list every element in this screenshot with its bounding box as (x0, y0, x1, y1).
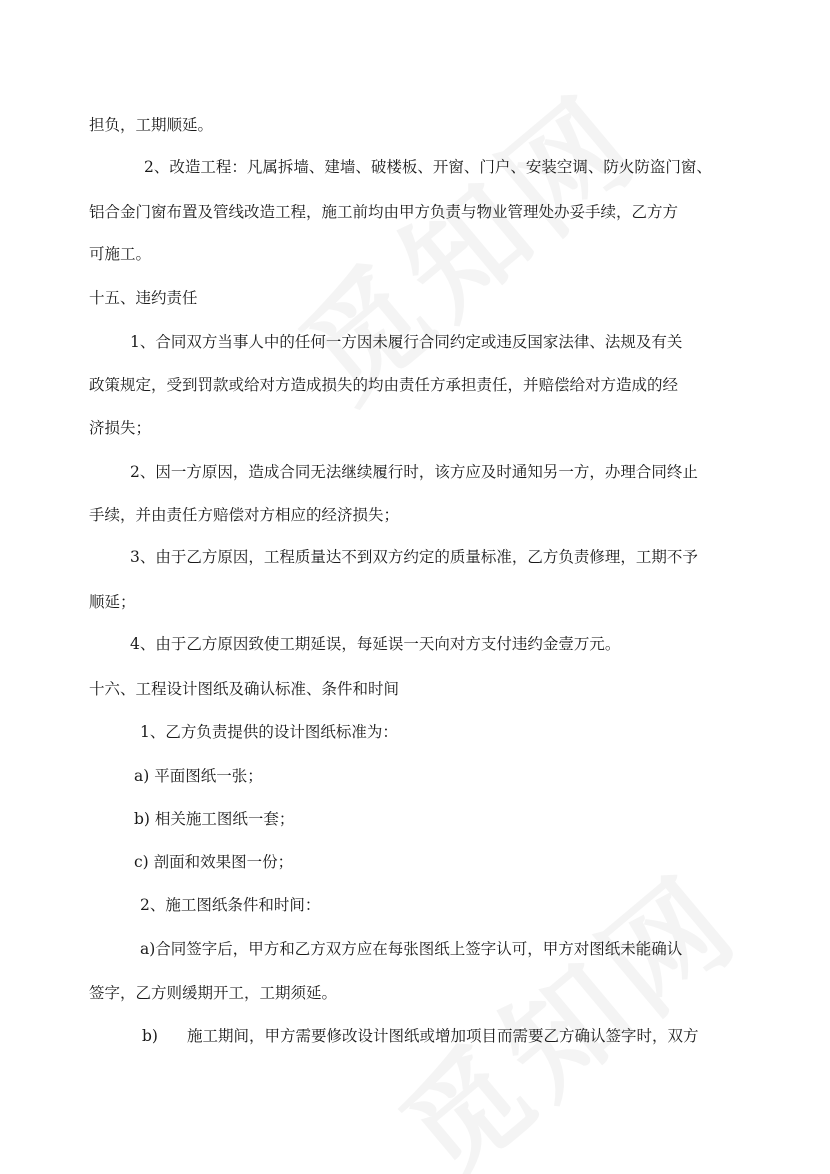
text-line: 3、由于乙方原因，工程质量达不到双方约定的质量标准，乙方负责修理，工期不予 (130, 548, 698, 566)
text-line: 铝合金门窗布置及管线改造工程，施工前均由甲方负责与物业管理处办妥手续，乙方方 (89, 203, 679, 221)
text-line: 手续，并由责任方赔偿对方相应的经济损失； (89, 506, 400, 524)
text-line: 可施工。 (89, 245, 152, 263)
watermark-repeat (360, 829, 769, 1174)
section-heading: 十五、违约责任 (89, 289, 198, 307)
text-line: 济损失； (89, 419, 152, 437)
section-heading: 十六、工程设计图纸及确认标准、条件和时间 (89, 680, 400, 698)
list-item: c) 剖面和效果图一份； (134, 853, 294, 871)
list-item-text: 施工期间，甲方需要修改设计图纸或增加项目而需要乙方确认签字时，双方 (187, 1027, 699, 1045)
text-line: 2、施工图纸条件和时间： (140, 896, 321, 914)
text-line: 2、改造工程：凡属拆墙、建墙、破楼板、开窗、门户、安装空调、防火防盗门窗、 (144, 158, 712, 176)
text-line: 1、合同双方当事人中的任何一方因未履行合同约定或违反国家法律、法规及有关 (130, 333, 683, 351)
text-line: 4、由于乙方原因致使工期延误，每延误一天向对方支付违约金壹万元。 (130, 635, 621, 653)
list-marker: b) (142, 1027, 158, 1045)
list-item: a) 平面图纸一张； (134, 767, 263, 785)
text-line: 担负，工期顺延。 (89, 116, 214, 134)
text-line: 顺延； (89, 593, 136, 611)
text-line: 签字，乙方则缓期开工，工期须延。 (89, 984, 338, 1002)
text-line: 2、因一方原因，造成合同无法继续履行时，该方应及时通知另一方，办理合同终止 (130, 463, 698, 481)
text-line: 1、乙方负责提供的设计图纸标准为： (140, 723, 398, 741)
text-line: 政策规定，受到罚款或给对方造成损失的均由责任方承担责任，并赔偿给对方造成的经 (89, 376, 679, 394)
list-item: a)合同签字后，甲方和乙方双方应在每张图纸上签字认可，甲方对图纸未能确认 (140, 940, 683, 958)
list-item: b) 相关施工图纸一套； (134, 810, 295, 828)
